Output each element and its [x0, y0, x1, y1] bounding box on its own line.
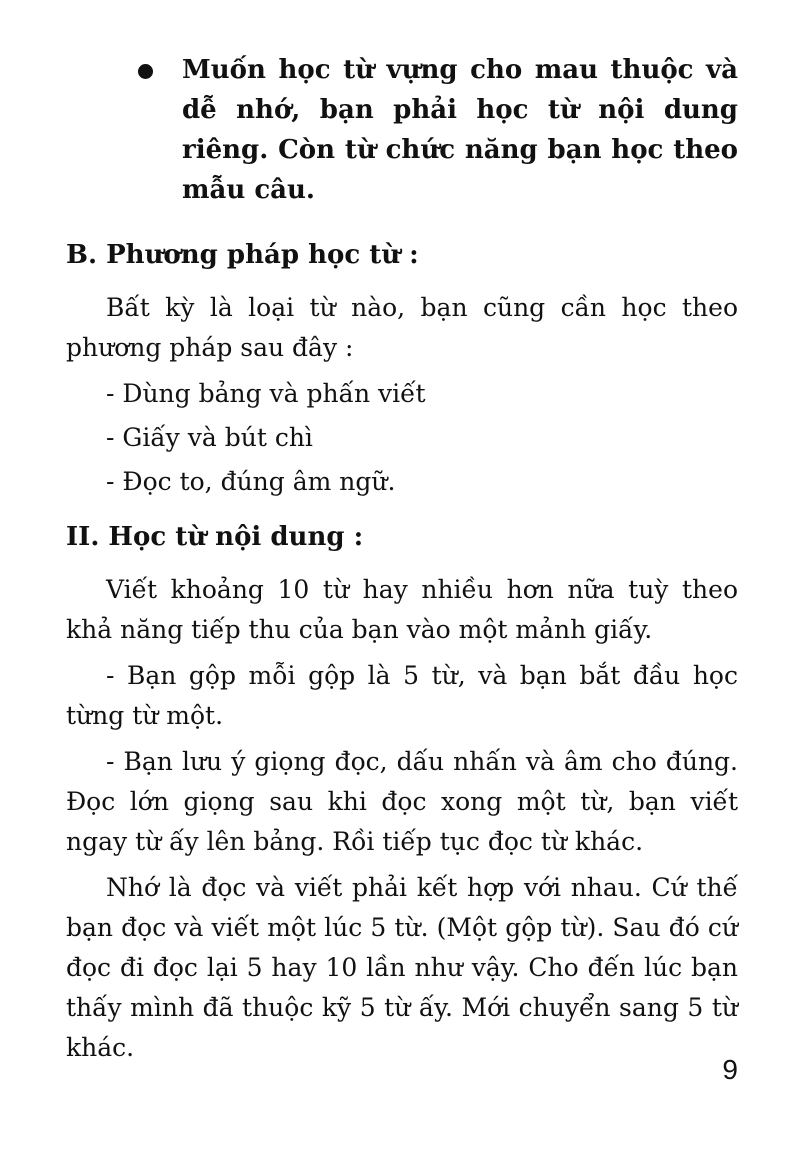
method-item: - Đọc to, đúng âm ngữ. [106, 467, 396, 496]
section-b-intro: Bất kỳ là loại từ nào, bạn cũng cần học theo phương pháp sau đây : [66, 293, 738, 362]
section-ii-paragraph: Viết khoảng 10 từ hay nhiều hơn nữa tuỳ theo khả năng tiếp thu của bạn vào một mảnh giấy. [66, 575, 738, 644]
book-page [66, 50, 738, 1074]
method-item: - Giấy và bút chì [106, 423, 313, 452]
section-b-heading: B. Phương pháp học từ : [66, 240, 419, 270]
section-ii-paragraph: - Bạn lưu ý giọng đọc, dấu nhấn và âm cho đúng. Đọc lớn giọng sau khi đọc xong một từ, bạn viết ngay từ ấy lên bảng. Rồi tiếp tục đọc từ khác. [66, 747, 738, 856]
method-item: - Dùng bảng và phấn viết [106, 379, 426, 408]
section-ii-heading: II. Học từ nội dung : [66, 522, 364, 552]
bullet-paragraph: Muốn học từ vựng cho mau thuộc và dễ nhớ, bạn phải học từ nội dung riêng. Còn từ chức năng bạn học theo mẫu câu. [182, 55, 738, 205]
section-ii [66, 520, 738, 1068]
section-ii-paragraph: Nhớ là đọc và viết phải kết hợp với nhau. Cứ thế bạn đọc và viết một lúc 5 từ. (Một gộp từ). Sau đó cứ đọc đi đọc lại 5 hay 10 lần như vậy. Cho đến lúc bạn thấy mình đã thuộc kỹ 5 từ ấy. Mới chuyển sang 5 từ khác. [66, 873, 738, 1062]
bullet-note [66, 50, 738, 210]
bullet-icon [138, 64, 153, 79]
page-number: 9 [722, 1054, 738, 1085]
section-ii-paragraph: - Bạn gộp mỗi gộp là 5 từ, và bạn bắt đầu học từng từ một. [66, 661, 738, 730]
section-b [66, 238, 738, 502]
